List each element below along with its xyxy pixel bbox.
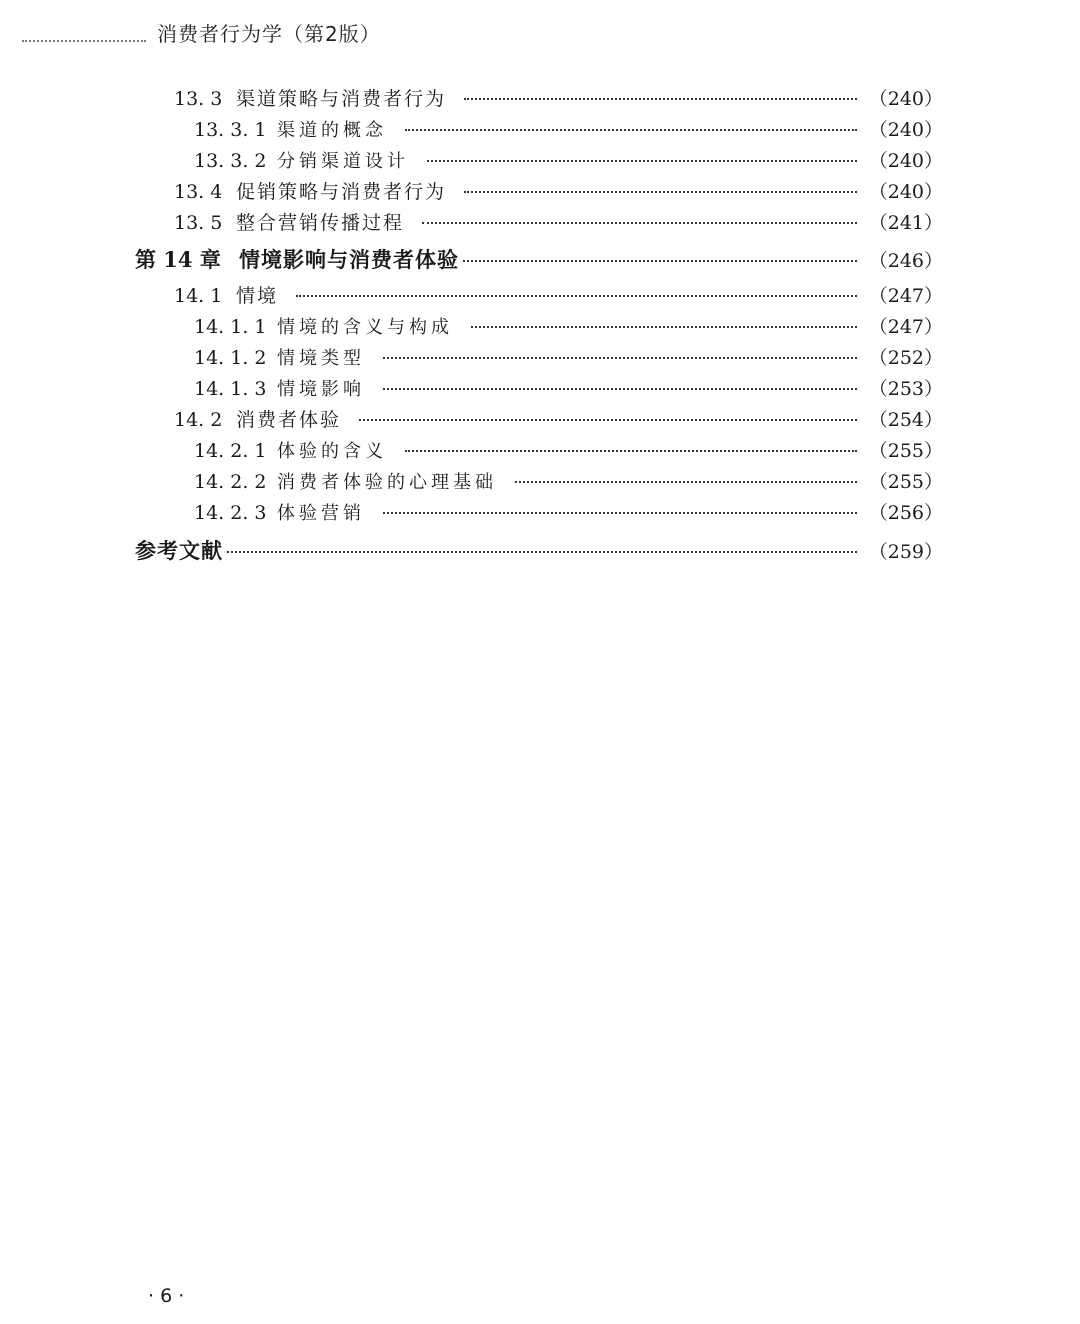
toc-entry-page: （241） xyxy=(868,212,943,234)
page-number: · 6 · xyxy=(148,1285,185,1307)
toc-entry-title: 渠道的概念 xyxy=(277,120,387,141)
toc-entry-title: 消费者体验的心理基础 xyxy=(277,472,497,493)
header-dotted-rule xyxy=(22,40,146,42)
dot-leader xyxy=(427,160,857,162)
toc-entry-number: 13. 4 xyxy=(174,181,223,203)
toc-entry-title: 消费者体验 xyxy=(236,409,342,431)
dot-leader xyxy=(383,512,857,514)
dot-leader xyxy=(227,551,857,553)
toc-entry-number: 14. 1. 1 xyxy=(194,316,267,338)
toc-entry-13-4[interactable] xyxy=(174,177,943,204)
dot-leader xyxy=(422,222,857,224)
toc-entry-page: （240） xyxy=(868,119,943,141)
toc-entry-page: （253） xyxy=(868,378,943,400)
dot-leader xyxy=(405,450,857,452)
toc-entry-page: （240） xyxy=(868,150,943,172)
toc-entry-14-1-2[interactable] xyxy=(194,343,943,370)
dot-leader xyxy=(296,295,857,297)
toc-entry-14-1[interactable] xyxy=(174,281,943,308)
toc-entry-title: 情境影响 xyxy=(277,379,365,400)
toc-entry-14-2-1[interactable] xyxy=(194,436,943,463)
references-title: 参考文献 xyxy=(135,538,223,563)
dot-leader xyxy=(383,357,857,359)
dot-leader xyxy=(464,191,857,193)
toc-entry-page: （255） xyxy=(868,471,943,493)
toc-references[interactable] xyxy=(135,535,943,565)
toc-entry-title: 整合营销传播过程 xyxy=(236,212,405,234)
toc-entry-14-1-3[interactable] xyxy=(194,374,943,401)
toc-entry-number: 14. 1. 2 xyxy=(194,347,267,369)
dot-leader xyxy=(463,260,857,262)
toc-entry-14-2-2[interactable] xyxy=(194,467,943,494)
toc-entry-number: 14. 2. 2 xyxy=(194,471,267,493)
chapter-title: 情境影响与消费者体验 xyxy=(239,247,459,272)
toc-entry-title: 渠道策略与消费者行为 xyxy=(236,88,447,110)
dot-leader xyxy=(405,129,857,131)
toc-entry-title: 体验的含义 xyxy=(277,441,387,462)
toc-entry-13-3-1[interactable] xyxy=(194,115,943,142)
toc-chapter-14[interactable] xyxy=(135,244,943,274)
running-header-title: 消费者行为学（第2版） xyxy=(157,22,381,46)
toc-entry-number: 13. 3. 2 xyxy=(194,150,267,172)
toc-entry-title: 情境类型 xyxy=(277,348,365,369)
toc-entry-page: （255） xyxy=(868,440,943,462)
toc-entry-14-2[interactable] xyxy=(174,405,943,432)
toc-entry-number: 14. 2 xyxy=(174,409,223,431)
toc-entry-13-5[interactable] xyxy=(174,208,943,235)
toc-entry-page: （247） xyxy=(868,316,943,338)
toc-entry-title: 情境 xyxy=(236,285,279,307)
toc-entry-number: 14. 2. 3 xyxy=(194,502,267,524)
toc-entry-page: （247） xyxy=(868,285,943,307)
toc-entry-page: （256） xyxy=(868,502,943,524)
toc-entry-14-1-1[interactable] xyxy=(194,312,943,339)
toc-entry-number: 13. 5 xyxy=(174,212,223,234)
dot-leader xyxy=(471,326,857,328)
toc-entry-title: 促销策略与消费者行为 xyxy=(236,181,447,203)
toc-entry-page: （246） xyxy=(868,250,943,272)
toc-entry-page: （254） xyxy=(868,409,943,431)
toc-entry-number: 13. 3. 1 xyxy=(194,119,267,141)
toc-entry-13-3[interactable] xyxy=(174,84,943,111)
dot-leader xyxy=(515,481,857,483)
toc-entry-14-2-3[interactable] xyxy=(194,498,943,525)
toc-entry-page: （252） xyxy=(868,347,943,369)
toc-entry-number: 13. 3 xyxy=(174,88,223,110)
dot-leader xyxy=(383,388,857,390)
toc-entry-title: 体验营销 xyxy=(277,503,365,524)
toc-entry-number: 14. 1 xyxy=(174,285,223,307)
toc-entry-title: 情境的含义与构成 xyxy=(277,317,453,338)
toc-entry-page: （240） xyxy=(868,88,943,110)
toc-entry-page: （240） xyxy=(868,181,943,203)
chapter-number: 第 14 章 xyxy=(135,247,221,272)
toc-entry-page: （259） xyxy=(868,541,943,563)
dot-leader xyxy=(359,419,857,421)
toc-entry-number: 14. 2. 1 xyxy=(194,440,267,462)
toc-entry-title: 分销渠道设计 xyxy=(277,151,409,172)
toc-entry-number: 14. 1. 3 xyxy=(194,378,267,400)
toc-entry-13-3-2[interactable] xyxy=(194,146,943,173)
dot-leader xyxy=(464,98,857,100)
